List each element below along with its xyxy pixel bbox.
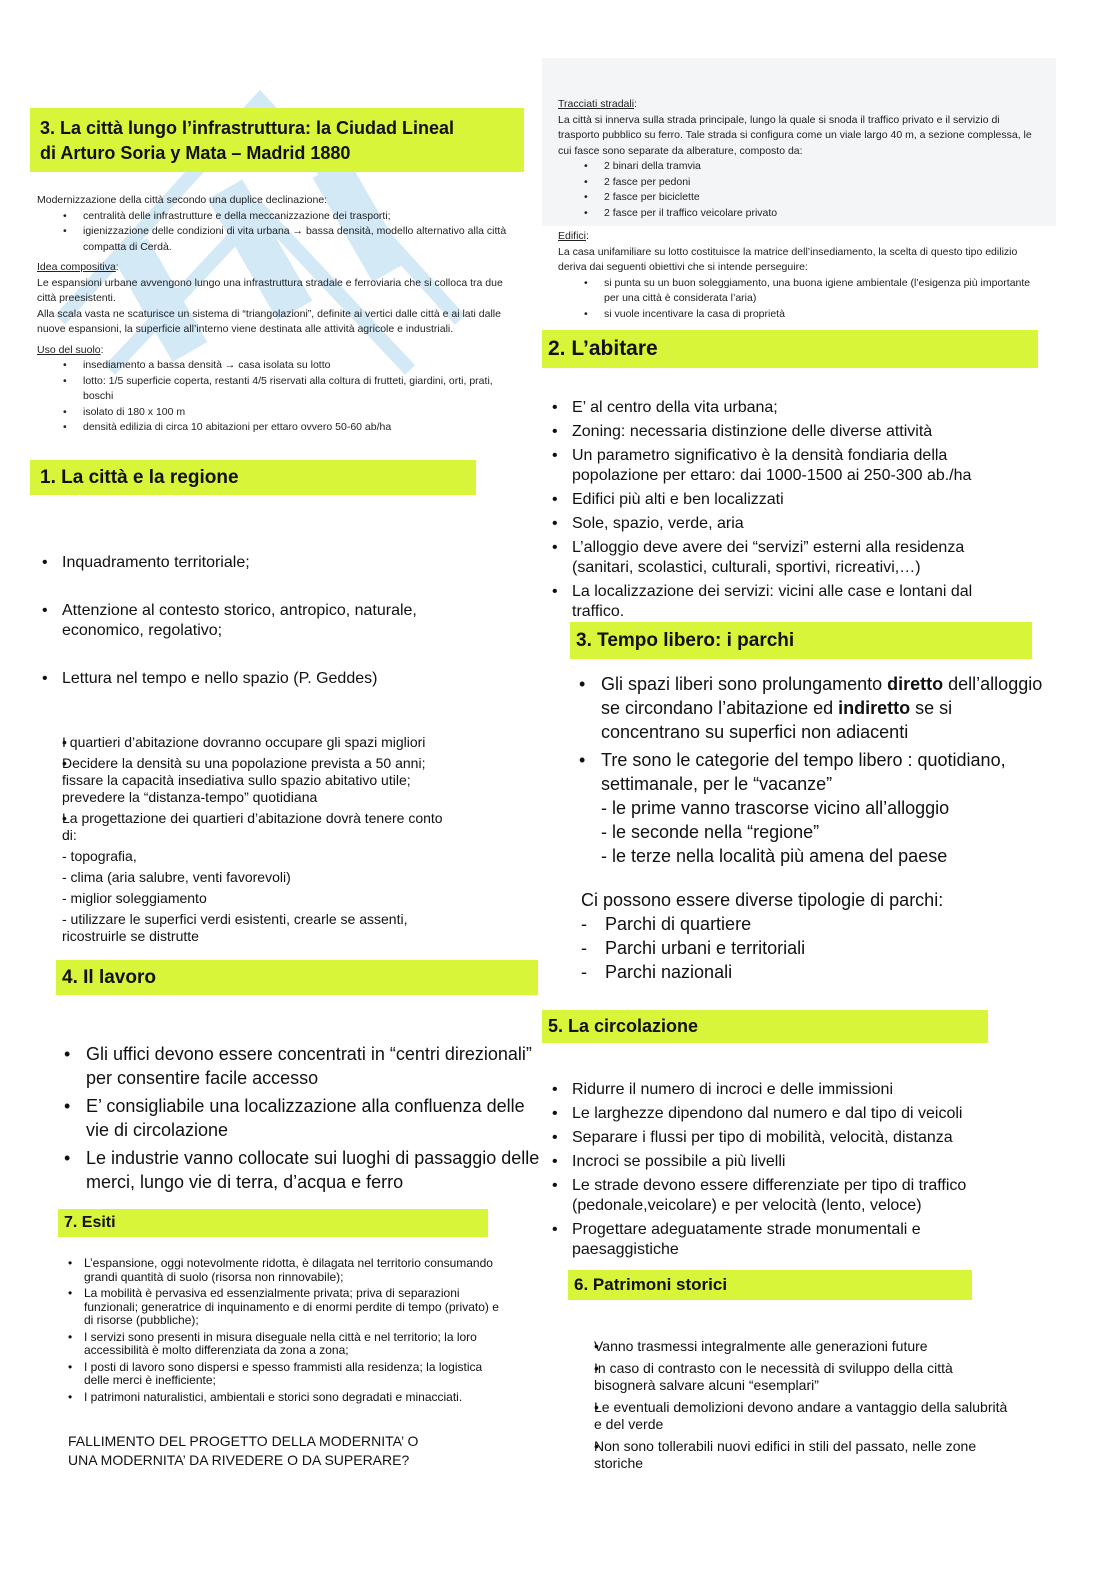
list-item: • I quartieri d’abitazione dovranno occupare gli spazi migliori [38, 734, 458, 751]
list-item: • La progettazione dei quartieri d’abitazione dovrà tenere conto di: [38, 810, 458, 844]
list-item: • isolato di 180 x 100 m [37, 405, 517, 421]
list-item: • In caso di contrasto con le necessità di sviluppo della città bisognerà salvare alcuni “esemplari” [574, 1360, 1014, 1394]
section-1-title: 1. La città e la regione [30, 460, 476, 495]
sub-item: - le terze nella località più amena del paese [601, 846, 948, 866]
list-item: • La localizzazione dei servizi: vicini alle case e lontani dal traffico. [548, 582, 1018, 622]
section-7-title: 7. Esiti [58, 1209, 488, 1237]
list-item-spazi-liberi [573, 672, 1043, 744]
list-item: • L’espansione, oggi notevolmente ridotta, è dilagata nel territorio consumando grandi quantità di suolo (risorsa non rinnovabile); [66, 1257, 506, 1284]
section-6-title: 6. Patrimoni storici [568, 1270, 972, 1300]
list-item: - Parchi urbani e territoriali [581, 936, 1043, 960]
list-item: • Edifici più alti e ben localizzati [548, 490, 1018, 510]
list-item: • Zoning: necessaria distinzione delle diverse attività [548, 422, 1018, 442]
section-5-body [548, 1080, 1008, 1264]
closing-line-1: FALLIMENTO DEL PROGETTO DELLA MODERNITA’ O [68, 1433, 419, 1449]
section-7-body [66, 1257, 506, 1407]
section-3-title-line2: di Arturo Soria y Mata – Madrid 1880 [40, 143, 351, 163]
list-item: • Decidere la densità su una popolazione prevista a 50 anni; fissare la capacità insediativa sullo spazio abitativo utile; prevedere la “distanza-tempo” quotidiana [38, 755, 458, 806]
list-item: • igienizzazione delle condizioni di vita urbana → bassa densità, modello alternativo alla città compatta di Cerdà. [37, 224, 517, 255]
edifici-text: La casa unifamiliare su lotto costituisce la matrice dell’insediamento, la scelta di questo tipo edilizio deriva dai seguenti obiettivi che si intende perseguire: [558, 245, 1018, 273]
list-item: • Tre sono le categorie del tempo libero : quotidiano, settimanale, per le “vacanze” [573, 748, 1043, 796]
idea-label: Idea compositiva [37, 261, 116, 273]
sub-item: - topografia, [62, 848, 137, 864]
list-item: - Parchi nazionali [581, 960, 1043, 984]
list-item: • Le industrie vanno collocate sui luoghi di passaggio delle merci, lungo vie di terra, d’acqua e ferro [58, 1146, 542, 1194]
list-item: • Lettura nel tempo e nello spazio (P. Geddes) [38, 669, 458, 689]
bold-text: diretto [887, 674, 944, 694]
parchi-list [573, 912, 1043, 984]
idea-text-2: Alla scala vasta ne scaturisce un sistema di “triangolazioni”, definite ai vertici dalle città e ai lati dalle nuove espansioni, la superficie all’interno viene destinata alle attività agricole e industriali. [37, 307, 501, 335]
list-item: • E’ al centro della vita urbana; [548, 398, 1018, 418]
section-3-tempo-body [573, 672, 1043, 984]
section-3-title-line1: 3. La città lungo l’infrastruttura: la Ciudad Lineal [40, 118, 455, 138]
section-3-body: Modernizzazione della città secondo una duplice declinazione: • centralità delle infrastrutture e della meccanizzazione dei trasporti; • igienizzazione delle condizioni di vita urbana → bassa densità, modello alternativo alla città compatta di Cerdà. Idea compositiva: Le espansioni urbane avvengono lungo una infrastruttura stradale e ferroviaria che si colloca tra due città preesistenti. Alla scala vasta ne scaturisce un sistema di “triangolazioni”, definite ai vertici dalle città e ai lati dalle nuove espansioni, la superficie all’interno viene destinata alle attività agricole e industriali. Uso del suolo: • insediamento a bassa densità → casa isolata su lotto • lotto: 1/5 superficie coperta, restanti 4/5 riservati alla coltura di frutteti, giardini, orti, prati, boschi • isolato di 180 x 100 m • densità edilizia di circa 10 abitazioni per ettaro ovvero 50-60 ab/ha [37, 193, 517, 436]
tracciati-body: Tracciati stradali: La città si innerva sulla strada principale, lungo la quale si snoda il traffico privato e il servizio di trasporto pubblico su ferro. Tale strada si configura come un viale largo 40 m, a sezione complessa, le cui fasce sono separate da alberature, composto da: • 2 binari della tramvia • 2 fasce per pedoni • 2 fasce per biciclette • 2 fasce per il traffico veicolare privato [558, 97, 1042, 221]
list-item: • si vuole incentivare la casa di proprietà [558, 307, 1042, 323]
section-2-title: 2. L’abitare [542, 330, 1038, 368]
text: se si concentrano su superfici non adiacenti [601, 698, 953, 742]
list-item: • Un parametro significativo è la densità fondiaria della popolazione per ettaro: dai 1000-1500 ai 250-300 ab./ha [548, 446, 1018, 486]
section-6-body [574, 1338, 1014, 1472]
text: Gli spazi liberi sono prolungamento [601, 674, 888, 694]
list-item: • Le strade devono essere differenziate per tipo di traffico (pedonale,veicolare) e per velocità (lento, veloce) [548, 1176, 1008, 1216]
list-item: • Sole, spazio, verde, aria [548, 514, 1018, 534]
idea-text-1: Le espansioni urbane avvengono lungo una infrastruttura stradale e ferroviaria che si colloca tra due città preesistenti. [37, 276, 503, 304]
list-item: • Gli uffici devono essere concentrati in “centri direzionali” per consentire facile accesso [58, 1042, 542, 1090]
list-item: • 2 binari della tramvia [558, 159, 1042, 175]
section-4-body [58, 1042, 542, 1198]
list-item: • 2 fasce per biciclette [558, 190, 1042, 206]
list-item: • Progettare adeguatamente strade monumentali e paesaggistiche [548, 1220, 1008, 1260]
closing-line-2: UNA MODERNITA’ DA RIVEDERE O DA SUPERARE? [68, 1452, 410, 1468]
list-item: • I servizi sono presenti in misura diseguale nella città e nel territorio; la loro accessibilità è molto differenziata da zona a zona; [66, 1331, 506, 1358]
list-item: • Non sono tollerabili nuovi edifici in stili del passato, nelle zone storiche [574, 1438, 1014, 1472]
intro-text: Modernizzazione della città secondo una duplice declinazione: [37, 194, 328, 206]
list-item: • Attenzione al contesto storico, antropico, naturale, economico, regolativo; [38, 601, 458, 641]
list-item: • Incroci se possibile a più livelli [548, 1152, 1008, 1172]
sub-item: - clima (aria salubre, venti favorevoli) [62, 869, 291, 885]
list-item: • Inquadramento territoriale; [38, 553, 458, 573]
list-item: • La mobilità è pervasiva ed essenzialmente privata; priva di separazioni funzionali; generatrice di inquinamento e di enormi perdite di tempo (privato) e di risorse (pubbliche); [66, 1287, 506, 1328]
section-3-tempo-title: 3. Tempo libero: i parchi [570, 622, 1032, 659]
parchi-intro: Ci possono essere diverse tipologie di parchi: [581, 890, 944, 910]
list-item: • E’ consigliabile una localizzazione alla confluenza delle vie di circolazione [58, 1094, 542, 1142]
list-item: • insediamento a bassa densità → casa isolata su lotto [37, 358, 517, 374]
list-item: • centralità delle infrastrutture e della meccanizzazione dei trasporti; [37, 209, 517, 225]
edifici-list [558, 276, 1042, 323]
edifici-body: Edifici: La casa unifamiliare su lotto costituisce la matrice dell’insediamento, la scelta di questo tipo edilizio deriva dai seguenti obiettivi che si intende perseguire: • si punta su un buon soleggiamento, una buona igiene ambientale (l’esigenza più importante per una città è considerata l’aria) • si vuole incentivare la casa di proprietà [558, 229, 1042, 322]
section-4-title: 4. Il lavoro [56, 960, 538, 995]
section-1-body [38, 553, 458, 693]
sub-item: - le seconde nella “regione” [601, 822, 820, 842]
tracciati-text: La città si innerva sulla strada principale, lungo la quale si snoda il traffico privato e il servizio di trasporto pubblico su ferro. Tale strada si configura come un viale largo 40 m, a sezione complessa, le cui fasce sono separate da alberature, composto da: [558, 113, 1032, 157]
list-item: • densità edilizia di circa 10 abitazioni per ettaro ovvero 50-60 ab/ha [37, 420, 517, 436]
section-3-title [30, 108, 524, 172]
list-item: • L’alloggio deve avere dei “servizi” esterni alla residenza (sanitari, scolastici, culturali, sportivi, ricreativi,…) [548, 538, 1018, 578]
closing-question [68, 1432, 528, 1470]
sub-item: - le prime vanno trascorse vicino all’alloggio [601, 798, 950, 818]
sub-item: - miglior soleggiamento [62, 890, 207, 906]
list-item: • lotto: 1/5 superficie coperta, restanti 4/5 riservati alla coltura di frutteti, giardini, orti, prati, boschi [37, 374, 517, 405]
section-5-title: 5. La circolazione [542, 1010, 988, 1043]
tracciati-list [558, 159, 1042, 221]
intro-list [37, 209, 517, 256]
list-item: • Le eventuali demolizioni devono andare a vantaggio della salubrità e del verde [574, 1399, 1014, 1433]
tracciati-label: Tracciati stradali [558, 98, 635, 110]
list-item: • Le larghezze dipendono dal numero e dal tipo di veicoli [548, 1104, 1008, 1124]
sub-item: - utilizzare le superfici verdi esistenti, crearle se assenti, ricostruirle se distrutte [62, 911, 408, 944]
list-item: • 2 fasce per il traffico veicolare privato [558, 206, 1042, 222]
list-item: • Separare i flussi per tipo di mobilità, velocità, distanza [548, 1128, 1008, 1148]
uso-label: Uso del suolo [37, 343, 101, 356]
list-item: • Ridurre il numero di incroci e delle immissioni [548, 1080, 1008, 1100]
uso-list [37, 358, 517, 436]
section-1-quartieri [38, 734, 458, 945]
edifici-label: Edifici [558, 230, 587, 242]
list-item: • si punta su un buon soleggiamento, una buona igiene ambientale (l’esigenza più importante per una città è considerata l’aria) [558, 276, 1042, 307]
list-item: • 2 fasce per pedoni [558, 175, 1042, 191]
text: dell’alloggio se circondano l’abitazione ed [601, 674, 1043, 718]
section-2-body [548, 398, 1018, 626]
bold-text: indiretto [838, 698, 911, 718]
list-item: • Vanno trasmessi integralmente alle generazioni future [574, 1338, 1014, 1355]
list-item: • I posti di lavoro sono dispersi e spesso frammisti alla residenza; la logistica delle merci è inefficiente; [66, 1361, 506, 1388]
list-item: • I patrimoni naturalistici, ambientali e storici sono degradati e minacciati. [66, 1391, 506, 1405]
list-item: - Parchi di quartiere [581, 912, 1043, 936]
